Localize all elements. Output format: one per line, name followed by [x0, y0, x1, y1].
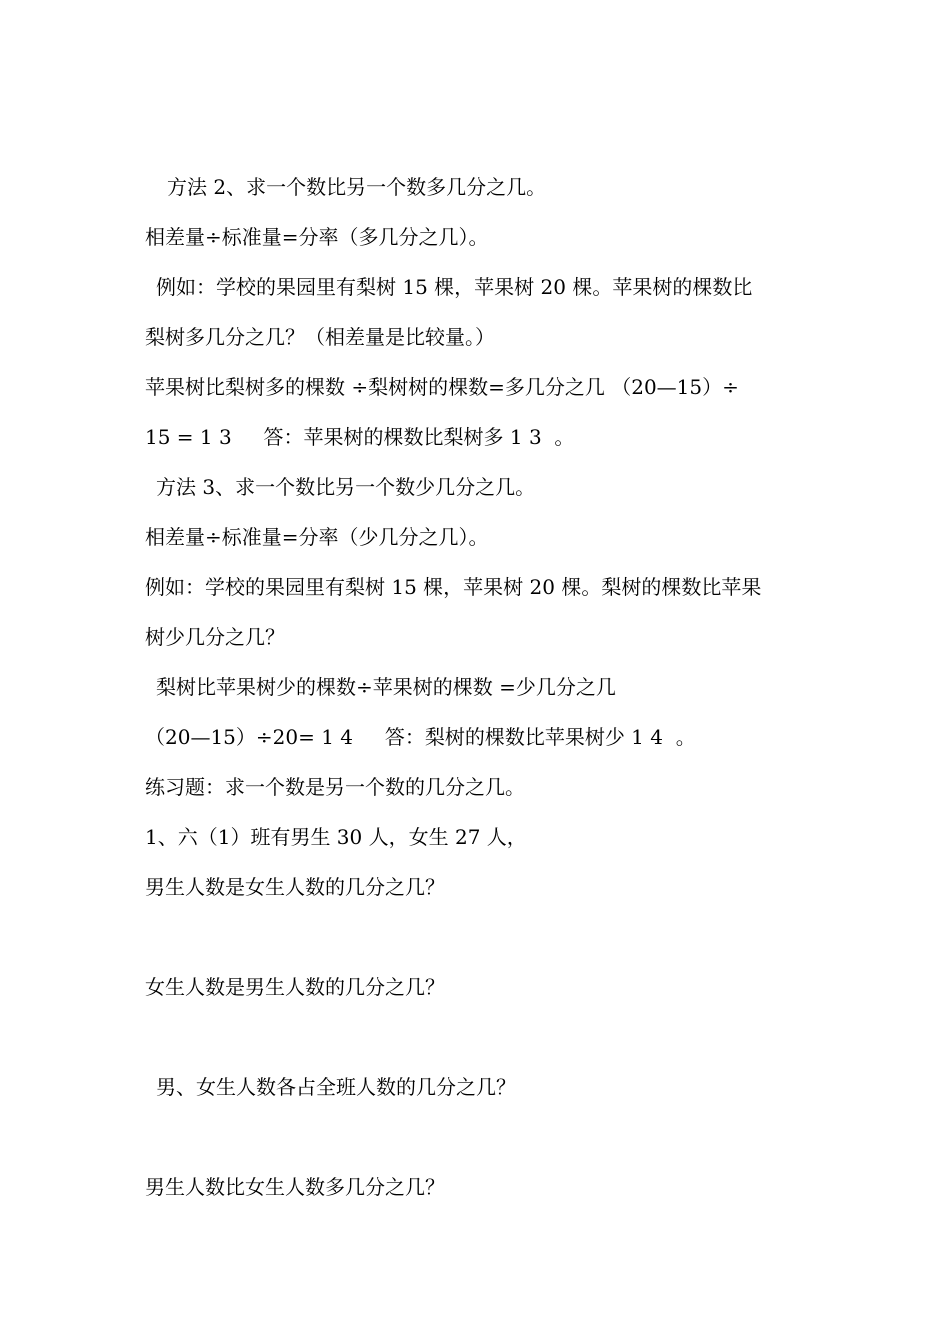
example-2-question-line-1: 例如：学校的果园里有梨树 15 棵，苹果树 20 棵。梨树的棵数比苹果 — [145, 575, 762, 599]
example-1-question-line-2: 梨树多几分之几？（相差量是比较量。） — [145, 325, 495, 349]
method-3-formula: 相差量÷标准量=分率（少几分之几）。 — [145, 525, 489, 549]
method-3-heading: 方法 3、求一个数比另一个数少几分之几。 — [156, 475, 536, 499]
exercise-1-question-a: 男生人数是女生人数的几分之几？ — [145, 875, 445, 899]
example-1-solution-line-2: 15 = 1 3 答：苹果树的棵数比梨树多 1 3 。 — [145, 425, 575, 449]
exercise-1-question-c: 男、女生人数各占全班人数的几分之几？ — [156, 1075, 516, 1099]
example-2-solution-line-1: 梨树比苹果树少的棵数÷苹果树的棵数 =少几分之几 — [156, 675, 616, 699]
method-2-formula: 相差量÷标准量=分率（多几分之几）。 — [145, 225, 489, 249]
exercise-1-question-d: 男生人数比女生人数多几分之几？ — [145, 1175, 445, 1199]
exercise-1-statement: 1、六（1）班有男生 30 人，女生 27 人， — [145, 825, 527, 849]
example-2-solution-line-2: （20—15）÷20= 1 4 答：梨树的棵数比苹果树少 1 4 。 — [145, 725, 696, 749]
example-1-question-line-1: 例如：学校的果园里有梨树 15 棵，苹果树 20 棵。苹果树的棵数比 — [156, 275, 753, 299]
example-1-solution-line-1: 苹果树比梨树多的棵数 ÷梨树树的棵数=多几分之几 （20—15）÷ — [145, 375, 739, 399]
exercise-1-question-b: 女生人数是男生人数的几分之几？ — [145, 975, 445, 999]
method-2-heading: 方法 2、求一个数比另一个数多几分之几。 — [167, 175, 547, 199]
example-2-question-line-2: 树少几分之几？ — [145, 625, 285, 649]
exercise-heading: 练习题：求一个数是另一个数的几分之几。 — [145, 775, 525, 799]
